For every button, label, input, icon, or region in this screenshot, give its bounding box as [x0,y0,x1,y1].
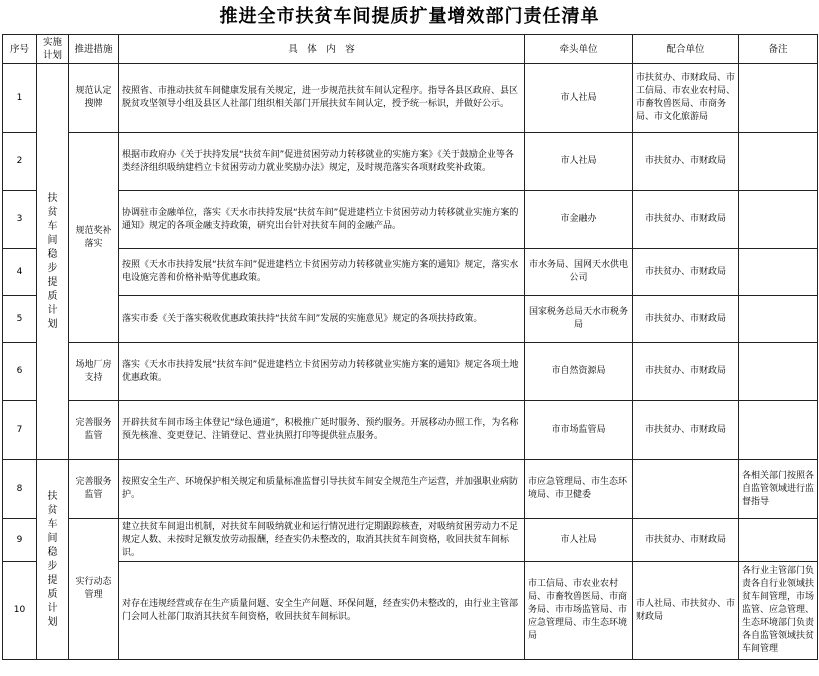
table-row [3,296,818,343]
coop-cell: 市扶贫办、市财政局、市工信局、市农业农村局、市畜牧兽医局、市商务局、市文化旅游局 [633,64,739,133]
row-no: 2 [3,133,37,191]
coop-cell: 市扶贫办、市财政局 [633,519,739,562]
content-cell: 落实《天水市扶持发展“扶贫车间”促进建档立卡贫困劳动力转移就业实施方案的通知》规定各项土地优惠政策。 [119,343,525,401]
lead-cell: 市人社局 [525,64,633,133]
content-cell: 对存在违规经营或存在生产质量问题、安全生产问题、环保问题，经查实仍未整改的，由行业主管部门会同人社部门取消其扶贫车间资格，收回扶贫车间标识。 [119,562,525,660]
header-plan: 实施计划 [37,35,69,64]
row-no: 10 [3,562,37,660]
lead-cell: 市金融办 [525,191,633,249]
lead-cell: 市市场监管局 [525,401,633,460]
header-content: 具 体 内 容 [119,35,525,64]
note-cell [739,133,818,191]
note-cell [739,519,818,562]
table-row [3,133,818,191]
content-cell: 建立扶贫车间退出机制，对扶贫车间吸纳就业和运行情况进行定期跟踪核查，对吸纳贫困劳动力不足规定人数、未按时足额发放劳动报酬，经查实仍未整改的，取消其扶贫车间资格，收回扶贫车间标识。 [119,519,525,562]
header-coop: 配合单位 [633,35,739,64]
coop-cell: 市扶贫办、市财政局 [633,249,739,296]
measure-cell: 实行动态管理 [69,519,119,660]
content-cell: 开辟扶贫车间市场主体登记“绿色通道”，积极推广延时服务、预约服务。开展移动办照工作，为名称预先核准、变更登记、注销登记、营业执照打印等提供驻点服务。 [119,401,525,460]
coop-cell: 市扶贫办、市财政局 [633,343,739,401]
note-cell [739,191,818,249]
coop-cell: 市人社局、市扶贫办、市财政局 [633,562,739,660]
coop-cell: 市扶贫办、市财政局 [633,191,739,249]
note-cell: 各相关部门按照各自监管领域进行监督指导 [739,460,818,519]
content-cell: 落实市委《关于落实税收优惠政策扶持“扶贫车间”发展的实施意见》规定的各项扶持政策。 [119,296,525,343]
content-cell: 按照《天水市扶持发展“扶贫车间”促进建档立卡贫困劳动力转移就业实施方案的通知》规定，落实水电设施完善和价格补贴等优惠政策。 [119,249,525,296]
row-no: 1 [3,64,37,133]
measure-cell: 完善服务监管 [69,460,119,519]
header-row [3,35,818,64]
lead-cell: 市人社局 [525,133,633,191]
table-row [3,249,818,296]
measure-cell: 规范奖补落实 [69,133,119,343]
row-no: 8 [3,460,37,519]
measure-cell: 规范认定搜牌 [69,64,119,133]
note-cell [739,296,818,343]
plan-label: 扶贫车间稳步提质计划 [47,490,58,628]
coop-cell [633,460,739,519]
plan-cell [37,64,69,460]
table-row [3,64,818,133]
note-cell: 各行业主管部门负责各自行业领域扶贫车间管理，市场监管、应急管理、生态环境部门负责各自监管领域扶贫车间管理 [739,562,818,660]
note-cell [739,64,818,133]
coop-cell: 市扶贫办、市财政局 [633,133,739,191]
responsibility-table [2,34,818,660]
table-row [3,460,818,519]
header-no: 序号 [3,35,37,64]
note-cell [739,343,818,401]
row-no: 9 [3,519,37,562]
lead-cell: 市工信局、市农业农村局、市畜牧兽医局、市商务局、市市场监管局、市应急管理局、市生态环境局 [525,562,633,660]
note-cell [739,401,818,460]
coop-cell: 市扶贫办、市财政局 [633,401,739,460]
lead-cell: 市应急管理局、市生态环境局、市卫健委 [525,460,633,519]
row-no: 5 [3,296,37,343]
lead-cell: 市人社局 [525,519,633,562]
content-cell: 按照省、市推动扶贫车间健康发展有关规定，进一步规范扶贫车间认定程序。指导各县区政府、县区脱贫攻坚领导小组及县区人社部门组织相关部门开展扶贫车间认定，授予统一标识，并做好公示。 [119,64,525,133]
content-cell: 根据市政府办《关于扶持发展“扶贫车间”促进贫困劳动力转移就业的实施方案》《关于鼓励企业等各类经济组织吸纳建档立卡贫困劳动力就业奖励办法》规定，及时规范落实各项财政奖补政策。 [119,133,525,191]
content-cell: 按照安全生产、环境保护相关规定和质量标准监督引导扶贫车间安全规范生产运营，并加强职业病防护。 [119,460,525,519]
content-cell: 协调驻市金融单位，落实《天水市扶持发展“扶贫车间”促进建档立卡贫困劳动力转移就业实施方案的通知》规定的各项金融支持政策，研究出台针对扶贫车间的金融产品。 [119,191,525,249]
measure-cell: 场地厂房支持 [69,343,119,401]
page-title: 推进全市扶贫车间提质扩量增效部门责任清单 [219,6,600,27]
header-note: 备注 [739,35,818,64]
lead-cell: 国家税务总局天水市税务局 [525,296,633,343]
note-cell [739,249,818,296]
table-row [3,191,818,249]
coop-cell: 市扶贫办、市财政局 [633,296,739,343]
table-row [3,401,818,460]
row-no: 6 [3,343,37,401]
table-row [3,343,818,401]
plan-label: 扶贫车间稳步提质计划 [47,192,58,330]
header-measure: 推进措施 [69,35,119,64]
plan-cell [37,460,69,660]
lead-cell: 市自然资源局 [525,343,633,401]
lead-cell: 市水务局、国网天水供电公司 [525,249,633,296]
row-no: 3 [3,191,37,249]
measure-cell: 完善服务监管 [69,401,119,460]
table-row [3,519,818,562]
row-no: 7 [3,401,37,460]
table-row [3,562,818,660]
row-no: 4 [3,249,37,296]
header-lead: 牵头单位 [525,35,633,64]
